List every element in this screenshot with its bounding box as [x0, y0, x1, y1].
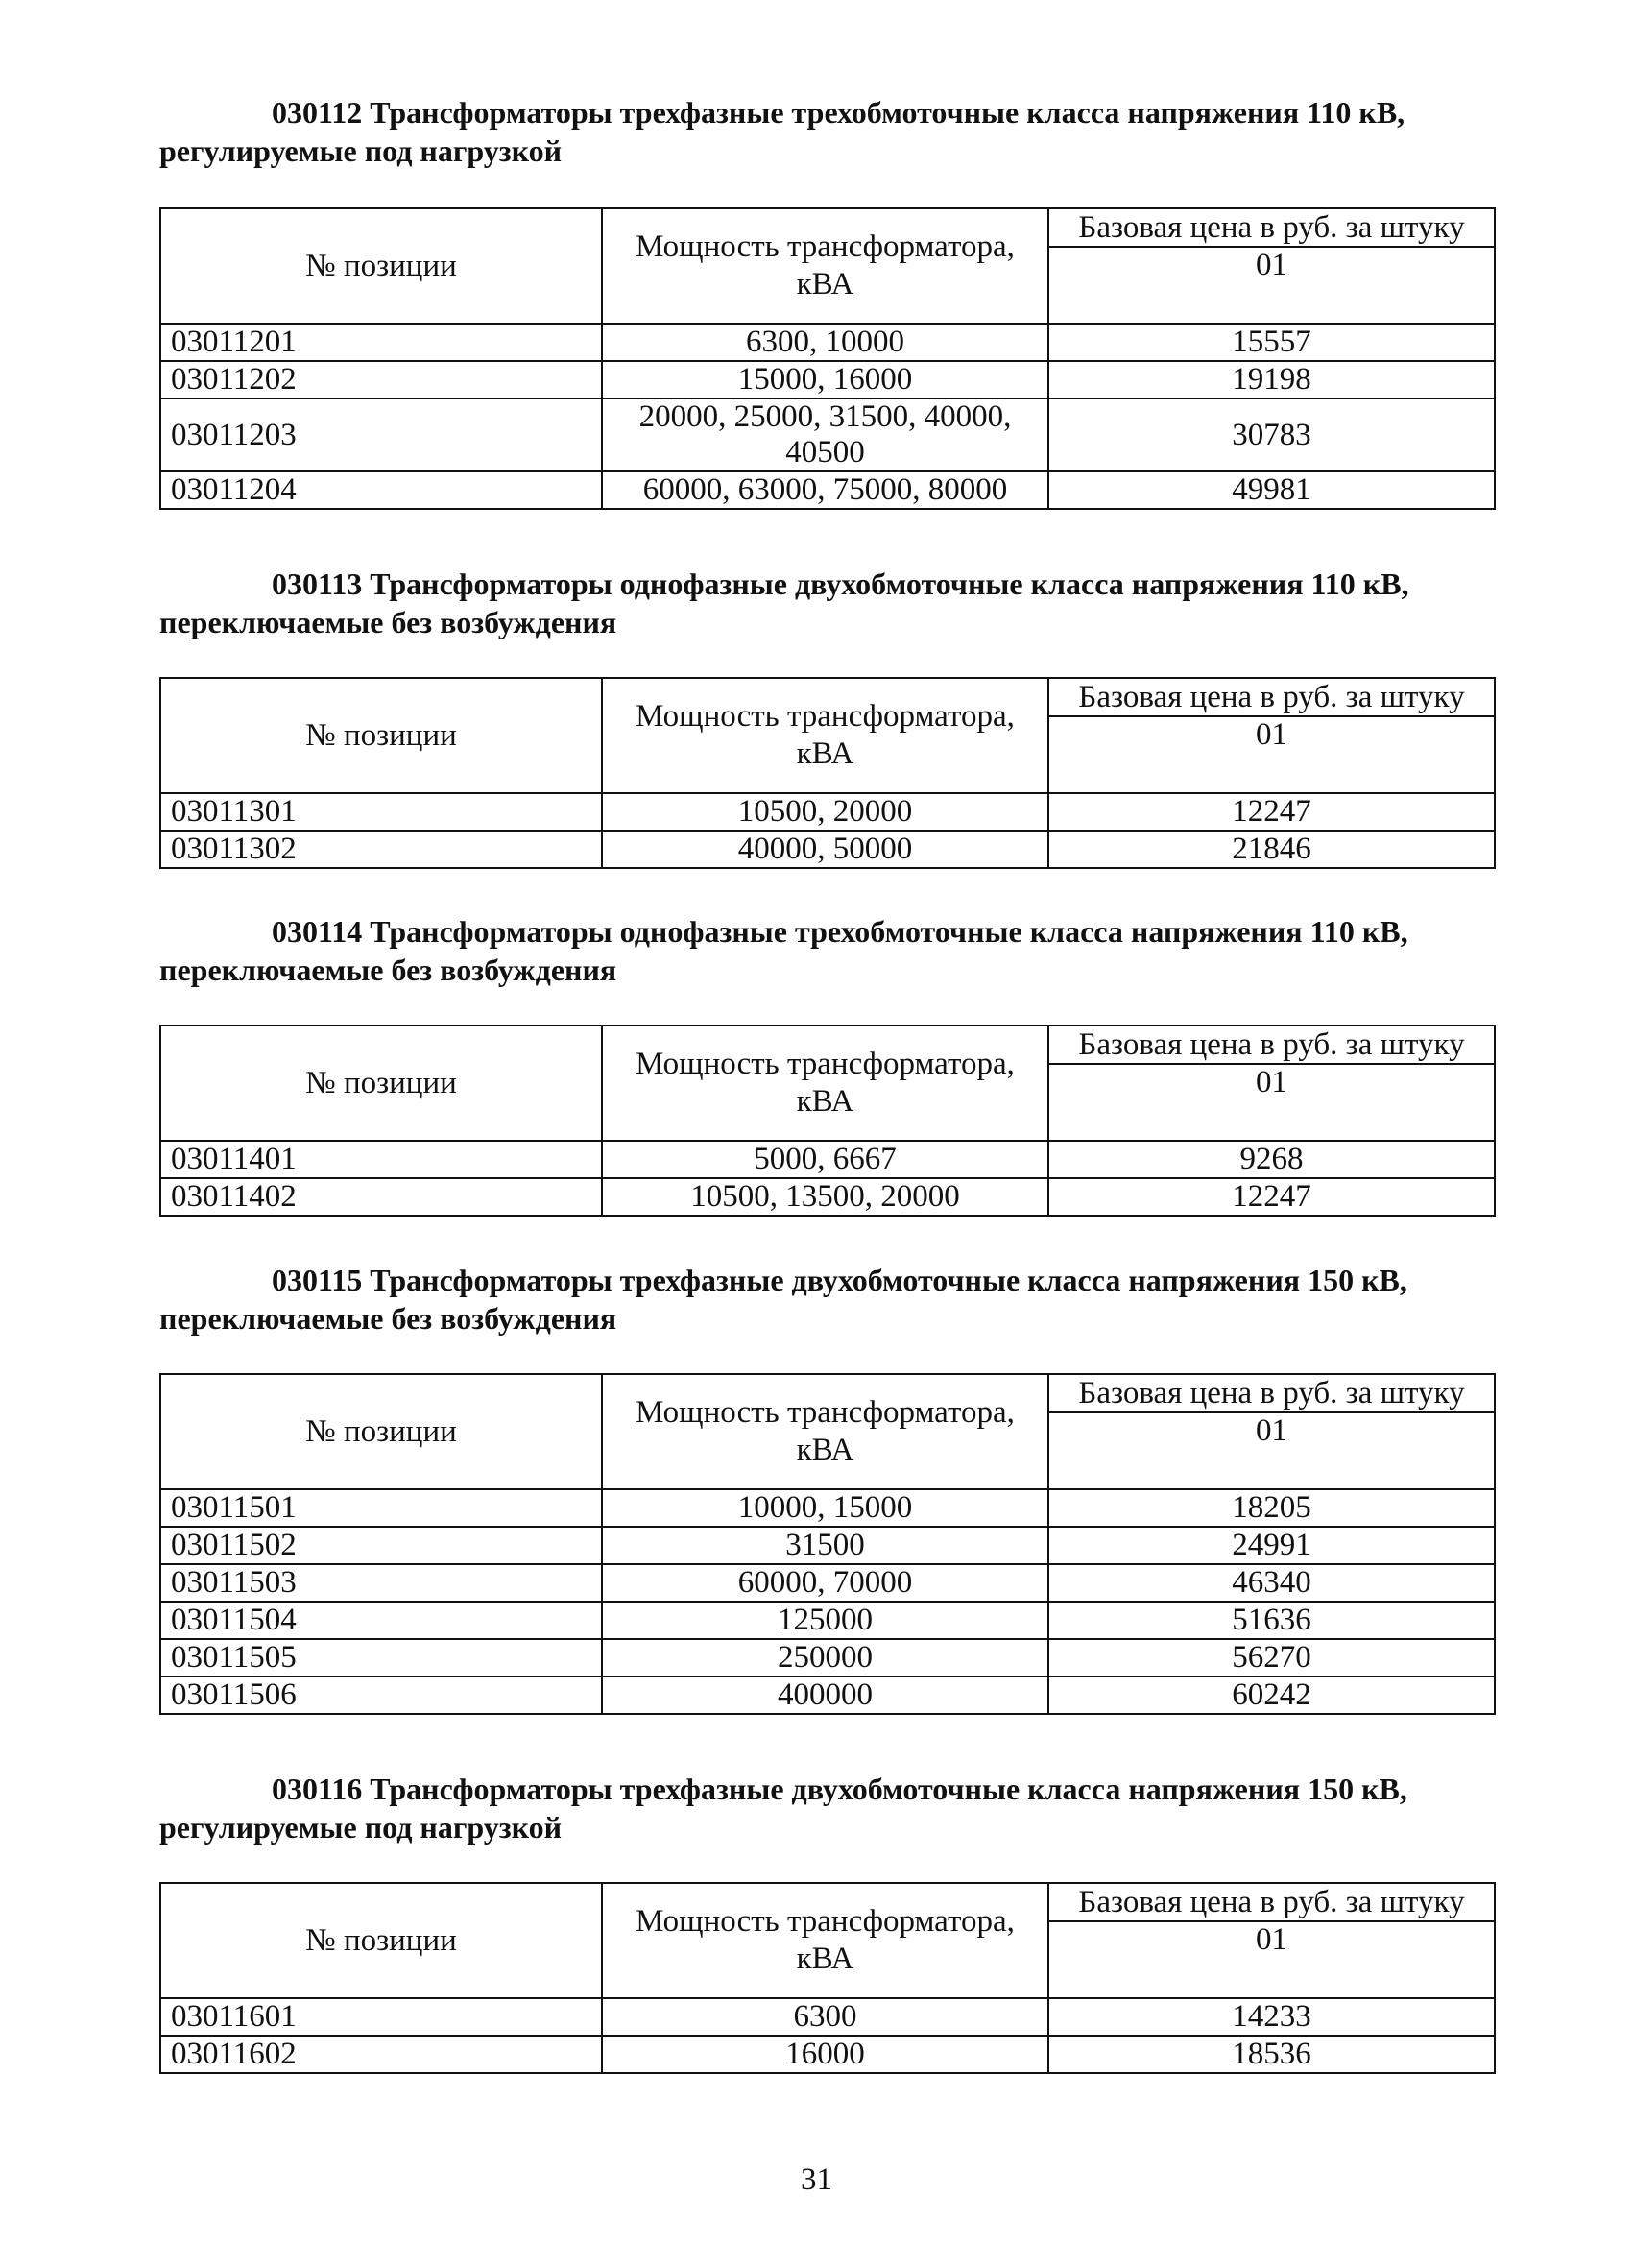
table-row [160, 361, 1495, 398]
power-cell: 60000, 63000, 75000, 80000 [602, 471, 1048, 509]
section-030116 [159, 1770, 1494, 2071]
table-row [160, 1178, 1495, 1216]
position-cell: 03011201 [160, 324, 602, 361]
position-cell: 03011502 [160, 1527, 602, 1564]
page-number: 31 [801, 2162, 832, 2197]
position-cell: 03011202 [160, 361, 602, 398]
price-cell: 14233 [1048, 1998, 1495, 2036]
header-price-code: 01 [1048, 1921, 1495, 1998]
header-position: № позиции [160, 1883, 602, 1998]
power-cell: 125000 [602, 1602, 1048, 1639]
price-cell: 51636 [1048, 1602, 1495, 1639]
header-position: № позиции [160, 1025, 602, 1141]
table-row [160, 2036, 1495, 2073]
power-cell: 250000 [602, 1639, 1048, 1677]
price-cell: 12247 [1048, 793, 1495, 831]
header-power: Мощность трансформатора, кВА [602, 1883, 1048, 1998]
price-cell: 15557 [1048, 324, 1495, 361]
section-030112 [159, 93, 1494, 507]
table-header-row [160, 678, 1495, 716]
table-row [160, 1527, 1495, 1564]
position-cell: 03011301 [160, 793, 602, 831]
price-cell: 12247 [1048, 1178, 1495, 1216]
header-price: Базовая цена в руб. за штуку [1048, 678, 1495, 716]
header-price-code: 01 [1048, 247, 1495, 324]
power-cell: 10500, 13500, 20000 [602, 1178, 1048, 1216]
table-row [160, 324, 1495, 361]
power-cell: 5000, 6667 [602, 1141, 1048, 1178]
header-position: № позиции [160, 1374, 602, 1489]
section-030115 [159, 1261, 1494, 1712]
table-header-row [160, 208, 1495, 247]
power-cell: 400000 [602, 1677, 1048, 1714]
section-heading: 030113 Трансформаторы однофазные двухобмоточные класса напряжения 110 кВ, переключаемые без возбуждения [159, 567, 1409, 639]
price-cell: 21846 [1048, 831, 1495, 868]
table-row [160, 793, 1495, 831]
header-power: Мощность трансформатора, кВА [602, 1374, 1048, 1489]
power-cell: 60000, 70000 [602, 1564, 1048, 1602]
price-cell: 9268 [1048, 1141, 1495, 1178]
position-cell: 03011602 [160, 2036, 602, 2073]
table-row [160, 1639, 1495, 1677]
table-header-row [160, 1883, 1495, 1921]
price-cell: 30783 [1048, 398, 1495, 471]
position-cell: 03011503 [160, 1564, 602, 1602]
section-heading: 030114 Трансформаторы однофазные трехобмоточные класса напряжения 110 кВ, переключаемые без возбуждения [159, 914, 1408, 987]
table-row [160, 398, 1495, 471]
position-cell: 03011402 [160, 1178, 602, 1216]
header-price-code: 01 [1048, 716, 1495, 793]
header-power: Мощность трансформатора, кВА [602, 1025, 1048, 1141]
table-row [160, 471, 1495, 509]
header-power: Мощность трансформатора, кВА [602, 678, 1048, 793]
power-cell: 15000, 16000 [602, 361, 1048, 398]
position-cell: 03011501 [160, 1489, 602, 1527]
section-030114 [159, 912, 1494, 1214]
price-cell: 18205 [1048, 1489, 1495, 1527]
price-cell: 19198 [1048, 361, 1495, 398]
header-price: Базовая цена в руб. за штуку [1048, 208, 1495, 247]
price-cell: 46340 [1048, 1564, 1495, 1602]
table-row [160, 1564, 1495, 1602]
price-cell: 60242 [1048, 1677, 1495, 1714]
power-cell: 10500, 20000 [602, 793, 1048, 831]
position-cell: 03011601 [160, 1998, 602, 2036]
table-header-row [160, 1025, 1495, 1064]
power-cell: 20000, 25000, 31500, 40000, 40500 [602, 398, 1048, 471]
position-cell: 03011505 [160, 1639, 602, 1677]
position-cell: 03011504 [160, 1602, 602, 1639]
table-row [160, 1602, 1495, 1639]
table-row [160, 1489, 1495, 1527]
table-row [160, 1141, 1495, 1178]
header-price-code: 01 [1048, 1064, 1495, 1141]
power-cell: 6300 [602, 1998, 1048, 2036]
power-cell: 6300, 10000 [602, 324, 1048, 361]
price-cell: 18536 [1048, 2036, 1495, 2073]
price-table [159, 677, 1496, 869]
table-row [160, 831, 1495, 868]
power-cell: 16000 [602, 2036, 1048, 2073]
header-price: Базовая цена в руб. за штуку [1048, 1883, 1495, 1921]
price-cell: 49981 [1048, 471, 1495, 509]
header-price: Базовая цена в руб. за штуку [1048, 1025, 1495, 1064]
header-price-code: 01 [1048, 1412, 1495, 1489]
power-cell: 31500 [602, 1527, 1048, 1564]
price-table [159, 207, 1496, 510]
power-cell: 10000, 15000 [602, 1489, 1048, 1527]
section-heading: 030115 Трансформаторы трехфазные двухобмоточные класса напряжения 150 кВ, переключаемые без возбуждения [159, 1263, 1407, 1336]
power-cell: 40000, 50000 [602, 831, 1048, 868]
price-cell: 56270 [1048, 1639, 1495, 1677]
header-position: № позиции [160, 678, 602, 793]
price-table [159, 1373, 1496, 1715]
price-table [159, 1025, 1496, 1217]
position-cell: 03011204 [160, 471, 602, 509]
header-price: Базовая цена в руб. за штуку [1048, 1374, 1495, 1412]
position-cell: 03011203 [160, 398, 602, 471]
position-cell: 03011506 [160, 1677, 602, 1714]
table-header-row [160, 1374, 1495, 1412]
position-cell: 03011401 [160, 1141, 602, 1178]
position-cell: 03011302 [160, 831, 602, 868]
section-heading: 030116 Трансформаторы трехфазные двухобмоточные класса напряжения 150 кВ, регулируемые под нагрузкой [159, 1772, 1407, 1845]
table-row [160, 1998, 1495, 2036]
price-table [159, 1882, 1496, 2074]
header-power: Мощность трансформатора, кВА [602, 208, 1048, 324]
section-030113 [159, 565, 1494, 866]
price-cell: 24991 [1048, 1527, 1495, 1564]
section-heading: 030112 Трансформаторы трехфазные трехобмоточные класса напряжения 110 кВ, регулируемые под нагрузкой [159, 95, 1405, 168]
header-position: № позиции [160, 208, 602, 324]
table-row [160, 1677, 1495, 1714]
